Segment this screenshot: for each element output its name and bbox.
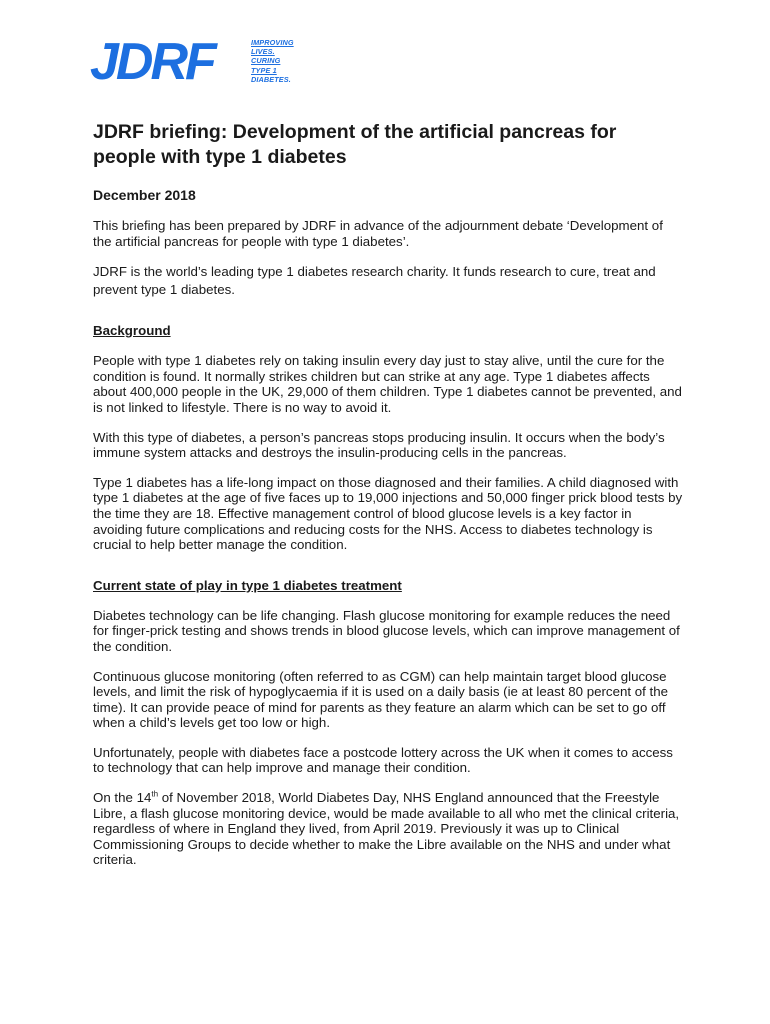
document-title: JDRF briefing: Development of the artificial pancreas for people with type 1 diabetes [93,121,617,168]
body-paragraph: People with type 1 diabetes rely on taking insulin every day just to stay alive, until the cure for the condition is found. It normally strikes children but can strike at any age. Type 1 diabetes affects about 400,000 people in the UK, 29,000 of them children. Type 1 diabetes cannot be prevented, and is not linked to lifestyle. There is no way to avoid it. [93,353,682,415]
body-paragraph: With this type of diabetes, a person’s pancreas stops producing insulin. It occurs when the body’s immune system attacks and destroys the insulin-producing cells in the pancreas. [93,429,665,461]
tagline-line: LIVES. [251,47,275,57]
tagline-line: CURING [251,56,281,66]
section-heading-current-state: Current state of play in type 1 diabetes treatment [93,577,402,593]
tagline-line: DIABETES. [251,74,291,84]
text-run: of November 2018, World Diabetes Day, NHS England announced that the Freestyle Libre, a flash glucose monitoring device, would be made available to all who met the clinical criteria, regardless of where in England they lived, from April 2019. Previously it was up to Clinical Commissioning Groups to decide whether to make the Libre available on the NHS and under what criteria. [93,790,680,868]
body-paragraph: Diabetes technology can be life changing. Flash glucose monitoring for example reduces the need for finger-prick testing and shows trends in blood glucose levels, which can improve management of the condition. [93,607,680,654]
body-paragraph: Type 1 diabetes has a life-long impact on those diagnosed and their families. A child diagnosed with type 1 diabetes at the age of five faces up to 19,000 injections and 50,000 finger prick blood tests by the time they are 18. Effective management control of blood glucose levels is a key factor in avoiding future complications and reducing costs for the NHS. Access to diabetes technology is crucial to help better manage the condition. [93,474,683,553]
document-date: December 2018 [93,187,196,203]
text-run: On the 14 [93,790,152,806]
document-body [93,120,683,868]
intro-paragraph: JDRF is the world’s leading type 1 diabetes research charity. It funds research to cure, treat and prevent type 1 diabetes. [93,264,656,297]
tagline-line: TYPE 1 [251,65,277,75]
body-paragraph: Continuous glucose monitoring (often referred to as CGM) can help maintain target blood glucose levels, and limit the risk of hypoglycaemia if it is used on a daily basis (ie at least 80 percent of the time). It can provide peace of mind for parents as they feature an alarm which can be set to go off when a child’s levels get too low or high. [93,668,669,731]
jdrf-logo-mark [90,36,250,86]
body-paragraph-world-diabetes-day [93,790,683,868]
logo-tagline [251,38,294,84]
tagline-line: IMPROVING [251,38,294,47]
section-heading-background: Background [93,323,171,339]
ordinal-suffix: th [151,789,159,799]
body-paragraph: Unfortunately, people with diabetes face a postcode lottery across the UK when it comes to access to technology that can help improve and manage their condition. [93,744,673,776]
logo-wordmark: JDRF [90,36,214,86]
intro-paragraph: This briefing has been prepared by JDRF in advance of the adjournment debate ‘Development of the artificial pancreas for people with type 1 diabetes’. [93,218,663,249]
